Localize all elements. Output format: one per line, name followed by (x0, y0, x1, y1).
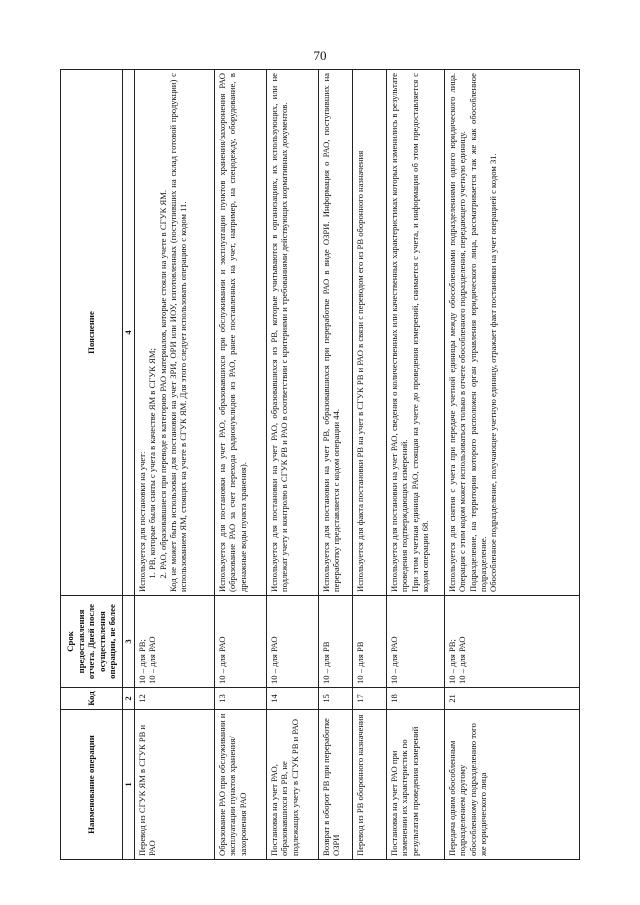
table-row (387, 70, 445, 860)
table-row (445, 70, 580, 860)
operation-term: 10 – для РВ (319, 596, 353, 688)
header-code: Код (61, 688, 123, 710)
operation-explanation: Используется для постановки на учет РАО, образовавшихся из РВ, которые учитываются в организациях, их использующих, или не подлежат учету и контролю в СГУК РВ и РАО в соответствии с критериями и требованиями действующих нормативных документов. (267, 70, 319, 596)
operation-explanation: Используется для снятия с учета при передаче учетной единицы между обособленными подразделениями одного юридического лица. Операция с этим кодом может использоваться только в отчете обособленного подразделения, передающего учетную единицу. Подразделение, на территории которого расположен орган управления юридического лица, рассматривается так же как обособленное подразделение. Обособленное подразделение, получающее учетную единицу, отражает факт постановки на учет операцией с кодом 31. (445, 70, 580, 596)
operation-name: Возврат в оборот РВ при переработке ОЗРИ (319, 710, 353, 860)
operation-term: 10 – для РАО (267, 596, 319, 688)
operation-term: 10 – для РВ; 10 – для РАО (445, 596, 580, 688)
header-explanation: Пояснение (61, 70, 123, 596)
operation-name: Постановка на учет РАО, образовавшихся из РВ, не подлежащих учету в СГУК РВ и РАО (267, 710, 319, 860)
operation-code: 15 (319, 688, 353, 710)
index-cell: 3 (123, 596, 135, 688)
table-header-row (61, 70, 123, 860)
operation-name: Передача одним обособленным подразделением другому обособленному подразделению того же юридического лица (445, 710, 580, 860)
operation-name: Образование РАО при обслуживании и эксплуатации пунктов хранения/ захоронения РАО (215, 710, 267, 860)
operation-code: 21 (445, 688, 580, 710)
table-row (215, 70, 267, 860)
operation-explanation: Используется для постановки на учет РВ, образовавшихся при переработке РАО в виде ОЗРИ. Информация о РАО, поступивших на переработку представляется с кодом операции 44. (319, 70, 353, 596)
operation-explanation: Используется для факта постановки РВ на учет в СГУК РВ и РАО в связи с переводом его из РВ оборонного назначения (353, 70, 387, 596)
operation-term: 10 – для РАО (215, 596, 267, 688)
index-cell: 4 (123, 70, 135, 596)
header-term: Срок предоставления отчета. Дней после осуществления операции, не более (61, 596, 123, 688)
page-number: 70 (313, 48, 327, 63)
operation-explanation: Используется для постановки на учет РАО, образовавшихся при обслуживании и эксплуатации пунктов хранения/захоронения РАО (образование РАО за счет перехода радионуклидов из РАО, ранее поставленных на учет, например, на спецодежду, оборудование, в дренажные воды пункта хранения). (215, 70, 267, 596)
operation-explanation: Используется для постановки на учет РАО, сведения о количественных или качественных характеристиках которых изменились в результате проведения подтверждающих измерений. При этом учетная единица РАО, стоящая на учете до проведения измерений, снимается с учета, и информация об этом предоставляется с кодом операции 68. (387, 70, 445, 596)
operation-code: 13 (215, 688, 267, 710)
operation-code: 18 (387, 688, 445, 710)
table-row (319, 70, 353, 860)
table-row (353, 70, 387, 860)
table-row (267, 70, 319, 860)
index-cell: 2 (123, 688, 135, 710)
operation-code: 14 (267, 688, 319, 710)
operation-name: Перевод из РВ оборонного назначения (353, 710, 387, 860)
operation-term: 10 – для РВ; 10 – для РАО (135, 596, 215, 688)
operation-code: 17 (353, 688, 387, 710)
header-operation-name: Наименование операции (61, 710, 123, 860)
operation-explanation: Используется для постановки на учет: 1. РВ, которые были сняты с учета в качестве ЯМ в СГУК ЯМ; 2. РАО, образовавшиеся при переводе в категорию РАО материалов, которые стояли на учете в СГУК ЯМ. Код не может быть использован для постановки на учет ЗРИ, ОРИ или ИОУ, изготовленных (поступивших на склад готовой продукции) с использованием ЯМ, стоящих на учете в СГУК ЯМ. Для этого следует использовать операцию с кодом 11. (135, 70, 215, 596)
operation-name: Перевод из СГУК ЯМ в СГУК РВ и РАО (135, 710, 215, 860)
operation-name: Постановка на учет РАО при изменении их характеристик по результатам проведения измерений (387, 710, 445, 860)
table-index-row (123, 70, 135, 860)
index-cell: 1 (123, 710, 135, 860)
rotated-table-wrapper (60, 70, 580, 860)
operation-term: 10 – для РВ (353, 596, 387, 688)
table-row (135, 70, 215, 860)
operations-table (60, 69, 580, 860)
operation-term: 10 – для РАО (387, 596, 445, 688)
operation-code: 12 (135, 688, 215, 710)
